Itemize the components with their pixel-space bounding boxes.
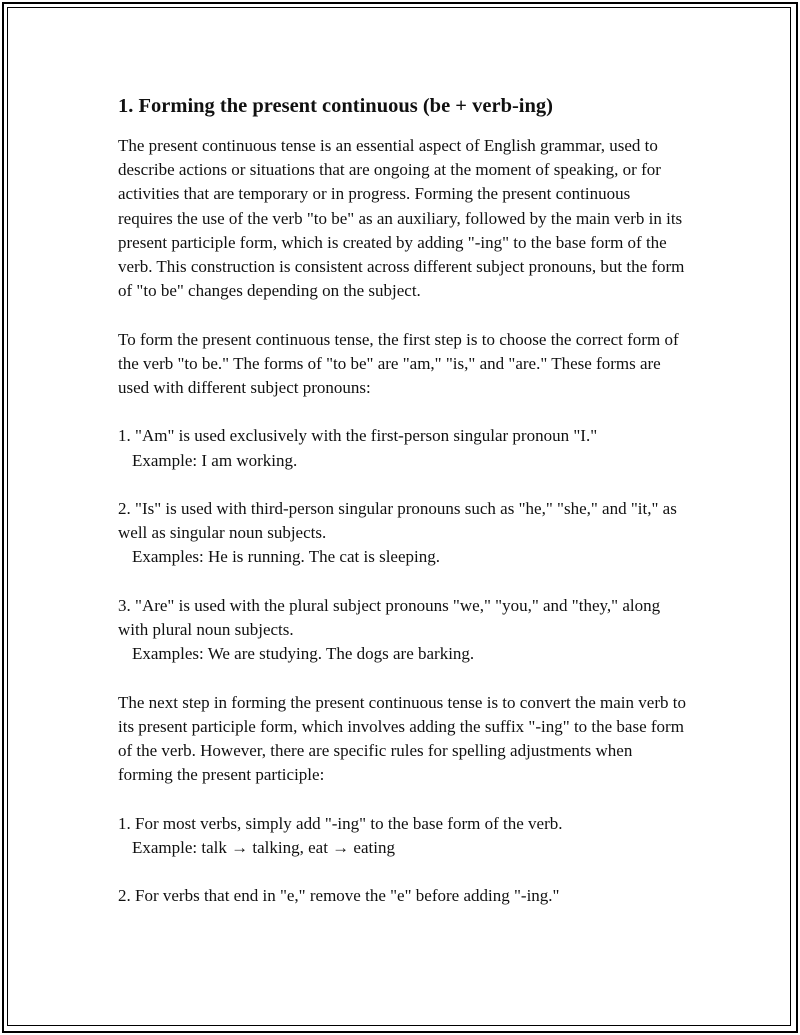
paragraph-spacer <box>118 473 688 497</box>
paragraph-spacer <box>118 570 688 594</box>
be-form-example-am: Example: I am working. <box>132 450 298 470</box>
spelling-example-most-verbs: Example: talk → talking, eat → eating <box>132 837 395 857</box>
be-form-example-are: Examples: We are studying. The dogs are barking. <box>132 644 475 664</box>
be-form-example-is: Examples: He is running. The cat is sleeping. <box>132 547 440 567</box>
be-form-rule-am: 1. "Am" is used exclusively with the first-person singular pronoun "I." <box>118 426 598 446</box>
section-heading: 1. Forming the present continuous (be + verb-ing) <box>118 95 553 117</box>
document-body <box>118 92 688 908</box>
paragraph-spacer <box>118 787 688 811</box>
paragraph-spacer <box>118 400 688 424</box>
intro-paragraph: The present continuous tense is an essential aspect of English grammar, used to describe actions or situations that are ongoing at the moment of speaking, or for activities that are temporary or in progress. Forming the present continuous requires the use of the verb "to be" as an auxiliary, followed by the main verb in its present participle form, which is created by adding "-ing" to the base form of the verb. This construction is consistent across different subject pronouns, but the form of "to be" changes depending on the subject. <box>118 136 685 301</box>
step-two-paragraph: The next step in forming the present continuous tense is to convert the main verb to its present participle form, which involves adding the suffix "-ing" to the base form of the verb. However, there are specific rules for spelling adjustments when forming the present participle: <box>118 692 686 785</box>
spelling-rule-most-verbs: 1. For most verbs, simply add "-ing" to the base form of the verb. <box>118 813 563 833</box>
be-form-rule-are: 3. "Are" is used with the plural subject pronouns "we," "you," and "they," along with plural noun subjects. <box>118 595 661 639</box>
spelling-rule-ending-e: 2. For verbs that end in "e," remove the "e" before adding "-ing." <box>118 886 560 906</box>
paragraph-spacer <box>118 860 688 884</box>
paragraph-spacer <box>118 666 688 690</box>
paragraph-spacer <box>118 303 688 327</box>
be-form-rule-is: 2. "Is" is used with third-person singular pronouns such as "he," "she," and "it," as well as singular noun subjects. <box>118 499 677 543</box>
step-one-paragraph: To form the present continuous tense, the first step is to choose the correct form of the verb "to be." The forms of "to be" are "am," "is," and "are." These forms are used with different subject pronouns: <box>118 329 679 398</box>
